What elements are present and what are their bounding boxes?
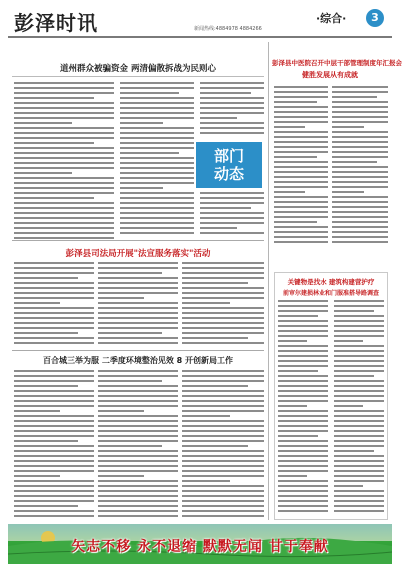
article-body-lower-2 (98, 370, 178, 520)
article-body-mid-2 (98, 262, 178, 348)
article-body-right-1 (274, 86, 328, 246)
article-body-mid-3 (182, 262, 264, 348)
bottom-banner (8, 524, 392, 564)
column-divider (268, 42, 269, 520)
article-body-col2 (200, 82, 264, 140)
badge-line-1: 部门 (213, 147, 244, 165)
article-body-col1a (14, 82, 114, 237)
masthead-rule (8, 36, 392, 38)
article-body-lower-3 (182, 370, 264, 520)
masthead (8, 4, 392, 34)
page-number: 3 (371, 11, 379, 24)
article-body-right-3 (278, 300, 328, 516)
boxed-headline-2: 前审尔建损林业和门服准搭导路调查 (282, 290, 379, 297)
article-headline-lower: 百合城三举为服 二季度环境整治见效 8 开创新局工作 (43, 356, 233, 365)
headline-rule (12, 76, 264, 77)
section-title: ·综合· (316, 12, 347, 25)
article-body-right-4 (334, 300, 384, 516)
section-rule-2 (12, 350, 264, 351)
masthead-logo: 彭泽时讯 (14, 11, 98, 35)
article-body-right-2 (332, 86, 388, 246)
article-body-mid-1 (14, 262, 94, 348)
article-headline-right-2: 健胜发展从有成就 (302, 71, 358, 79)
article-body-lower-1 (14, 370, 94, 520)
department-news-badge (196, 142, 262, 188)
boxed-headline-1: 关键物是找水 建筑构建营护疗 (287, 278, 375, 286)
article-headline-right-1: 彭泽县中医院召开中层干部管理制度年汇报会 (272, 59, 402, 67)
page-number-badge (366, 9, 384, 27)
article-headline-col1: 道州群众被骗资金 两清偏散拆战为民则心 (60, 64, 216, 74)
section-rule (12, 240, 264, 241)
banner-slogan: 矢志不移 永不退缩 默默无闻 甘于奉献 (71, 539, 329, 555)
badge-line-2: 动态 (213, 165, 244, 183)
masthead-meta: 新闻热线:4884978 4884266 (194, 26, 262, 32)
article-headline-mid: 彭泽县司法局开展"法宣服务落实"活动 (65, 249, 211, 259)
article-body-col2b (200, 192, 264, 238)
article-body-col1b (120, 82, 194, 237)
